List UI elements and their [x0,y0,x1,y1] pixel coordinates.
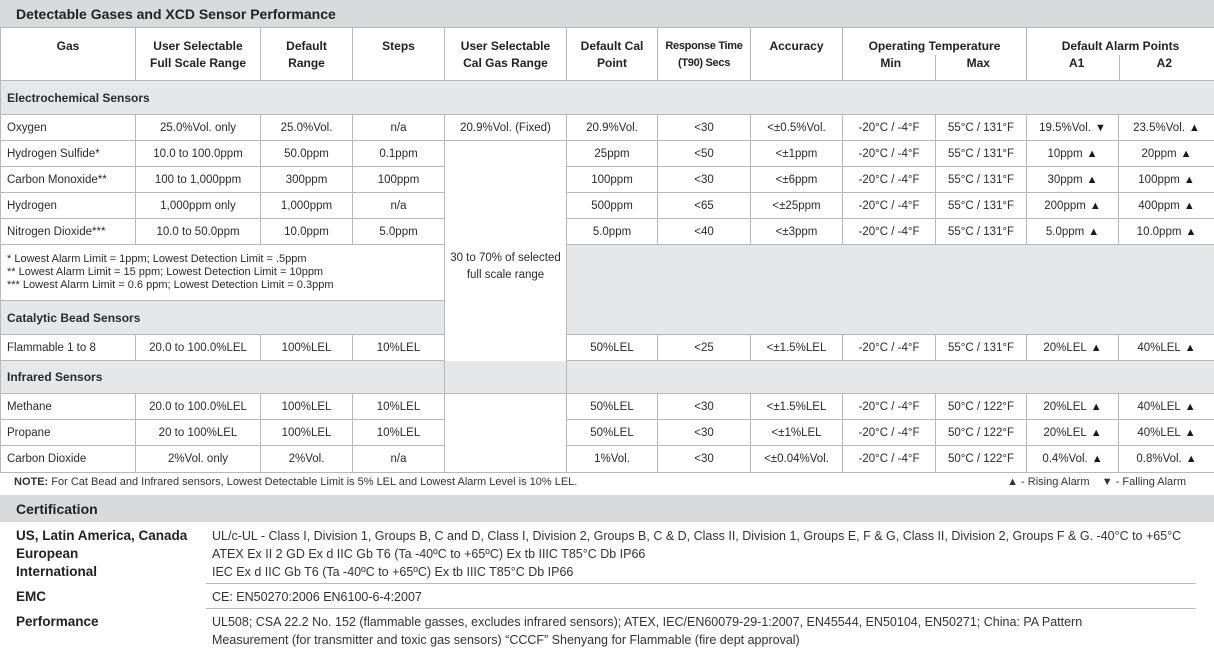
rising-alarm-icon: ▲ [1088,225,1100,238]
alarm-legend: ▲ - Rising Alarm ▼ - Falling Alarm [1007,476,1186,488]
header-accuracy: Accuracy [751,28,843,81]
rising-alarm-icon: ▲ [1184,341,1196,354]
header-cal-gas: User Selectable Cal Gas Range [445,28,567,81]
header-full-scale: User Selectable Full Scale Range [136,28,261,81]
header-default-range: Default Range [261,28,353,81]
rising-alarm-icon: ▲ [1188,121,1200,134]
rising-alarm-icon: ▲ [1090,400,1102,413]
section-infrared: Infrared Sensors [1,361,1214,394]
certification-title-bar [0,495,1214,522]
footnotes-row [1,245,1214,301]
header-row [1,28,1214,81]
header-steps: Steps [353,28,445,81]
rising-alarm-icon: ▲ [1089,199,1101,212]
table-row: Oxygen 25.0%Vol. only 25.0%Vol. n/a 20.9%Vol. (Fixed) 20.9%Vol. <30 <±0.5%Vol. -20°C / -4°F 55°C / 131°F 19.5%Vol. ▼ 23.5%Vol. ▲ [1,115,1214,141]
table-title-bar [0,0,1214,27]
table-row: Carbon Dioxide 2%Vol. only 2%Vol. n/a 1%Vol. <30 <±0.04%Vol. -20°C / -4°F 50°C / 122°F 0.4%Vol. ▲ 0.8%Vol. ▲ [1,446,1214,473]
section-electrochemical: Electrochemical Sensors [1,81,1214,115]
rising-alarm-icon: ▲ [1184,426,1196,439]
falling-alarm-icon: ▼ [1094,121,1106,134]
header-gas: Gas [1,28,136,81]
table-row: Methane 20.0 to 100.0%LEL 100%LEL 10%LEL 50%LEL <30 <±1.5%LEL -20°C / -4°F 50°C / 122°F 20%LEL ▲ 40%LEL ▲ [1,394,1214,420]
rising-alarm-icon: ▲ [1185,225,1197,238]
table-title: Detectable Gases and XCD Sensor Performance [16,5,336,22]
rising-alarm-icon: ▲ [1183,173,1195,186]
table-row: Hydrogen Sulfide* 10.0 to 100.0ppm 50.0ppm 0.1ppm 30 to 70% of selected full scale range 25ppm <50 <±1ppm -20°C / -4°F 55°C / 131°F 10ppm ▲ 20ppm ▲ [1,141,1214,167]
rising-alarm-icon: ▲ [1090,341,1102,354]
table-row: Carbon Monoxide** 100 to 1,000ppm 300ppm 100ppm 100ppm <30 <±6ppm -20°C / -4°F 55°C / 131°F 30ppm ▲ 100ppm ▲ [1,167,1214,193]
rising-alarm-icon: ▲ [1091,453,1103,465]
certification-title: Certification [16,500,98,517]
divider [206,583,1196,584]
section-catalytic: Catalytic Bead Sensors [1,301,1214,335]
table-row: Hydrogen 1,000ppm only 1,000ppm n/a 500ppm <65 <±25ppm -20°C / -4°F 55°C / 131°F 200ppm ▲ 400ppm ▲ [1,193,1214,219]
rising-alarm-icon: ▲ [1184,400,1196,413]
header-op-temp: Operating Temperature Min Max [843,28,1027,81]
rising-alarm-icon: ▲ [1007,476,1018,488]
falling-alarm-icon: ▼ [1101,476,1113,488]
header-cal-point: Default Cal Point [567,28,658,81]
header-response: Response Time (T90) Secs [658,28,751,81]
note: NOTE: For Cat Bead and Infrared sensors, Lowest Detectable Limit is 5% LEL and Lowest Alarm Level is 10% LEL. [14,476,578,488]
rising-alarm-icon: ▲ [1183,199,1195,212]
rising-alarm-icon: ▲ [1090,426,1102,439]
footnotes: * Lowest Alarm Limit = 1ppm; Lowest Detection Limit = .5ppm ** Lowest Alarm Limit = 15 ppm; Lowest Detection Limit = 10ppm *** Lowest Alarm Limit = 0.6 ppm; Lowest Detection Limit = 0.3ppm [1,245,445,301]
rising-alarm-icon: ▲ [1185,453,1197,465]
cal-gas-merged-cell: 30 to 70% of selected full scale range [445,141,567,394]
rising-alarm-icon: ▲ [1086,173,1098,186]
divider [206,608,1196,609]
rising-alarm-icon: ▲ [1180,147,1192,160]
rising-alarm-icon: ▲ [1086,147,1098,160]
table-row: Nitrogen Dioxide*** 10.0 to 50.0ppm 10.0ppm 5.0ppm 5.0ppm <40 <±3ppm -20°C / -4°F 55°C / 131°F 5.0ppm ▲ 10.0ppm ▲ [1,219,1214,245]
header-alarm: Default Alarm Points A1 A2 [1027,28,1214,81]
table-row: Flammable 1 to 8 20.0 to 100.0%LEL 100%LEL 10%LEL 50%LEL <25 <±1.5%LEL -20°C / -4°F 55°C / 131°F 20%LEL ▲ 40%LEL ▲ [1,335,1214,361]
table-row: Propane 20 to 100%LEL 100%LEL 10%LEL 50%LEL <30 <±1%LEL -20°C / -4°F 50°C / 122°F 20%LEL ▲ 40%LEL ▲ [1,420,1214,446]
sensor-performance-table [0,27,1214,473]
